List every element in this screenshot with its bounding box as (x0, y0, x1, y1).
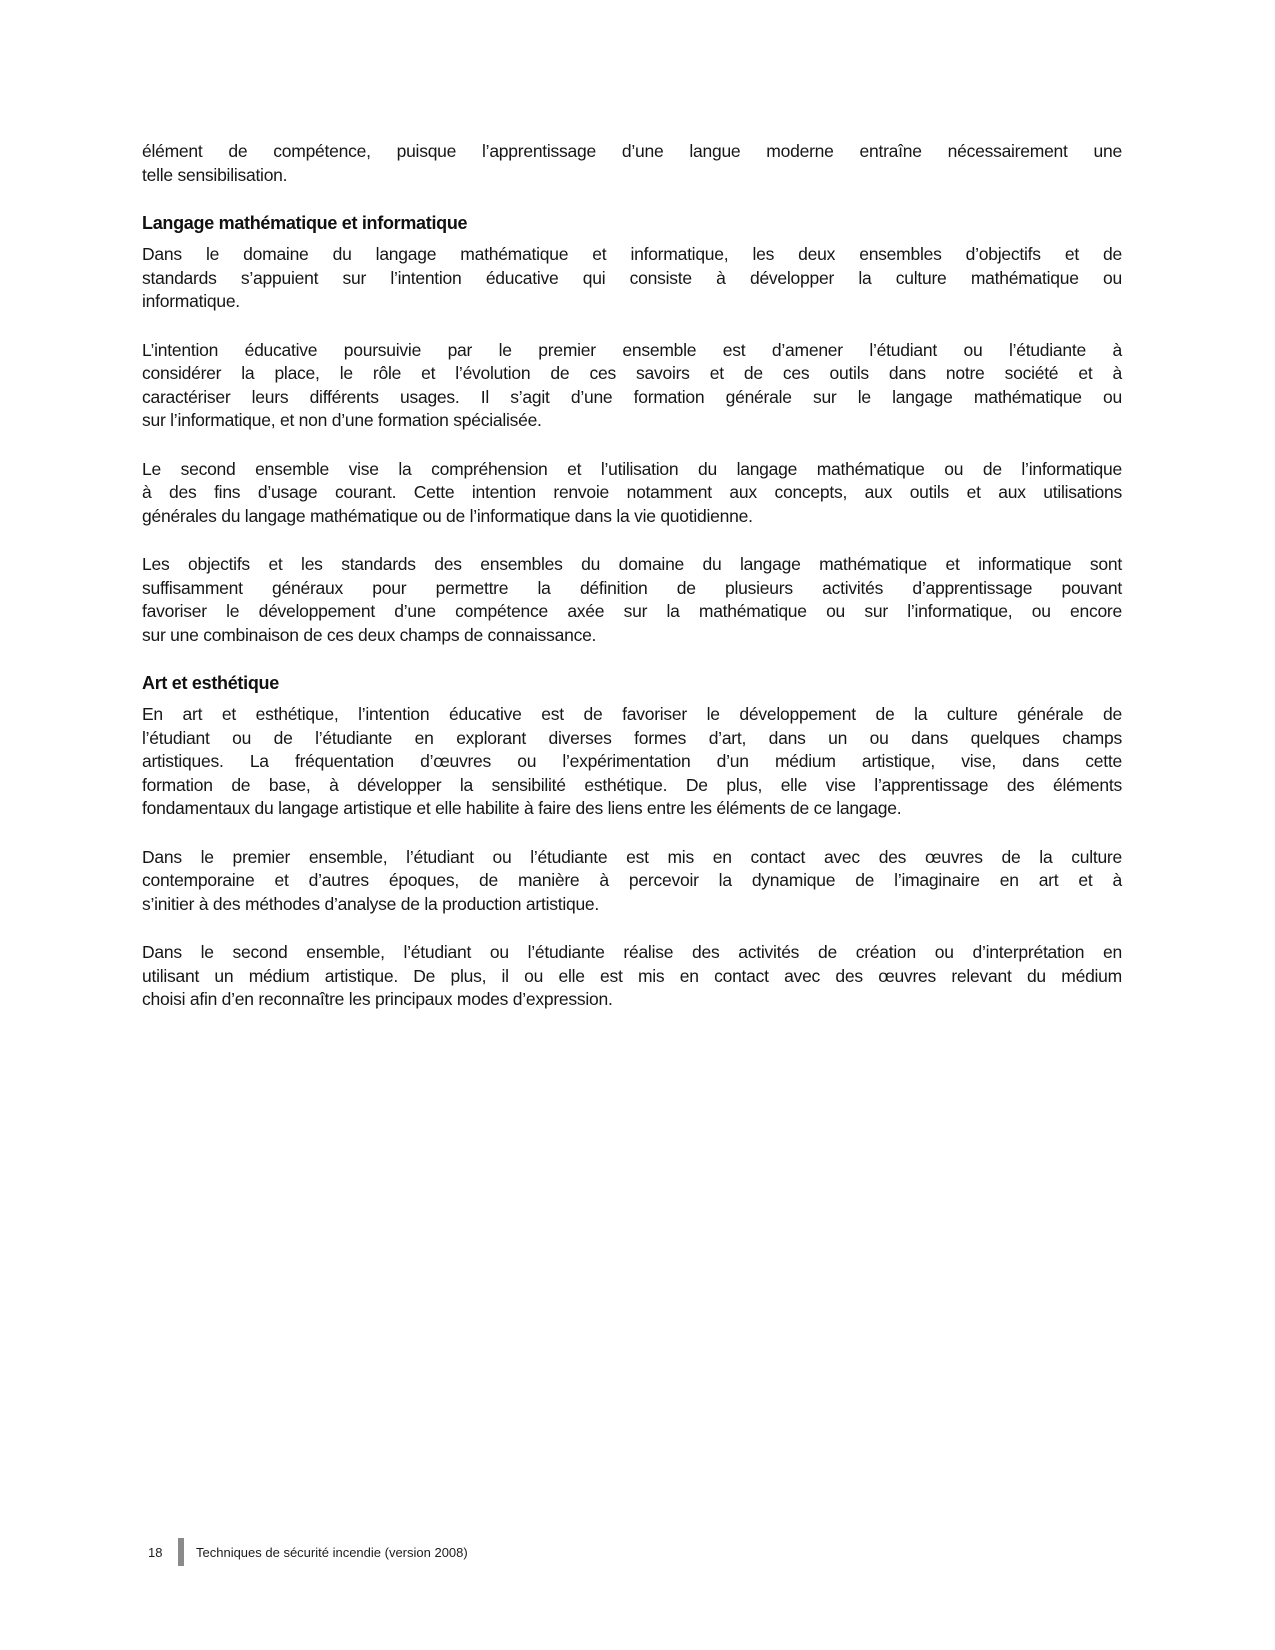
paragraph (142, 703, 1122, 821)
paragraph (142, 846, 1122, 917)
paragraph-line: sur l’informatique, et non d’une formation spécialisée. (142, 410, 542, 430)
paragraph-line: En art et esthétique, l’intention éducative est de favoriser le développement de la culture générale de (142, 704, 1122, 724)
paragraph-line: formation de base, à développer la sensibilité esthétique. De plus, elle vise l’apprentissage des éléments (142, 774, 1122, 795)
paragraph-line: L’intention éducative poursuivie par le premier ensemble est d’amener l’étudiant ou l’étudiante à (142, 339, 1122, 360)
paragraph-line: caractériser leurs différents usages. Il s’agit d’une formation générale sur le langage mathématique ou (142, 386, 1122, 407)
section-heading: Art et esthétique (142, 673, 279, 693)
paragraph (142, 339, 1122, 433)
paragraph-line: informatique. (142, 291, 240, 311)
paragraph-line: choisi afin d’en reconnaître les principaux modes d’expression. (142, 989, 613, 1009)
paragraph-line: Dans le premier ensemble, l’étudiant ou l’étudiante est mis en contact avec des œuvres de la culture (142, 846, 1122, 867)
paragraph-line: Le second ensemble vise la compréhension et l’utilisation du langage mathématique ou de l’informatique (142, 458, 1122, 479)
footer-program-title: Techniques de sécurité incendie (version 2008) (196, 1544, 468, 1560)
paragraph-line: l’étudiant ou de l’étudiante en explorant diverses formes d’art, dans un ou dans quelques champs (142, 727, 1122, 748)
paragraph-line: Dans le domaine du langage mathématique et informatique, les deux ensembles d’objectifs et de (142, 244, 1122, 264)
paragraph-line: telle sensibilisation. (142, 164, 288, 185)
paragraph (142, 553, 1122, 647)
paragraph-line: favoriser le développement d’une compétence axée sur la mathématique ou sur l’informatique, ou encore (142, 601, 1122, 621)
paragraph (142, 140, 1122, 187)
paragraph-line: s’initier à des méthodes d’analyse de la production artistique. (142, 893, 600, 914)
footer-divider-bar (178, 1538, 184, 1566)
paragraph-line: contemporaine et d’autres époques, de manière à percevoir la dynamique de l’imaginaire en art et à (142, 870, 1122, 890)
section-heading: Langage mathématique et informatique (142, 213, 468, 233)
paragraph (142, 458, 1122, 529)
paragraph-line: artistiques. La fréquentation d’œuvres ou l’expérimentation d’un médium artistique, vise, dans cette (142, 751, 1122, 771)
paragraph-line: Dans le second ensemble, l’étudiant ou l’étudiante réalise des activités de création ou d’interprétation en (142, 942, 1122, 962)
paragraph (142, 243, 1122, 314)
paragraph-line: sur une combinaison de ces deux champs de connaissance. (142, 624, 597, 645)
paragraph-line: à des fins d’usage courant. Cette intention renvoie notamment aux concepts, aux outils et aux utilisations (142, 482, 1122, 502)
page-number: 18 (148, 1544, 163, 1560)
paragraph-line: standards s’appuient sur l’intention éducative qui consiste à développer la culture mathématique ou (142, 267, 1122, 288)
document-body (142, 140, 1122, 1037)
paragraph-line: Les objectifs et les standards des ensembles du domaine du langage mathématique et informatique sont (142, 554, 1122, 574)
paragraph-line: utilisant un médium artistique. De plus, il ou elle est mis en contact avec des œuvres relevant du médium (142, 965, 1122, 986)
paragraph-line: élément de compétence, puisque l’apprentissage d’une langue moderne entraîne nécessairement une (142, 141, 1122, 161)
paragraph (142, 941, 1122, 1012)
paragraph-line: suffisamment généraux pour permettre la définition de plusieurs activités d’apprentissage pouvant (142, 577, 1122, 598)
paragraph-line: fondamentaux du langage artistique et elle habilite à faire des liens entre les éléments de ce langage. (142, 798, 902, 818)
paragraph-line: générales du langage mathématique ou de l’informatique dans la vie quotidienne. (142, 505, 753, 526)
page-footer (148, 1538, 468, 1566)
paragraph-line: considérer la place, le rôle et l’évolution de ces savoirs et de ces outils dans notre société et à (142, 363, 1122, 383)
